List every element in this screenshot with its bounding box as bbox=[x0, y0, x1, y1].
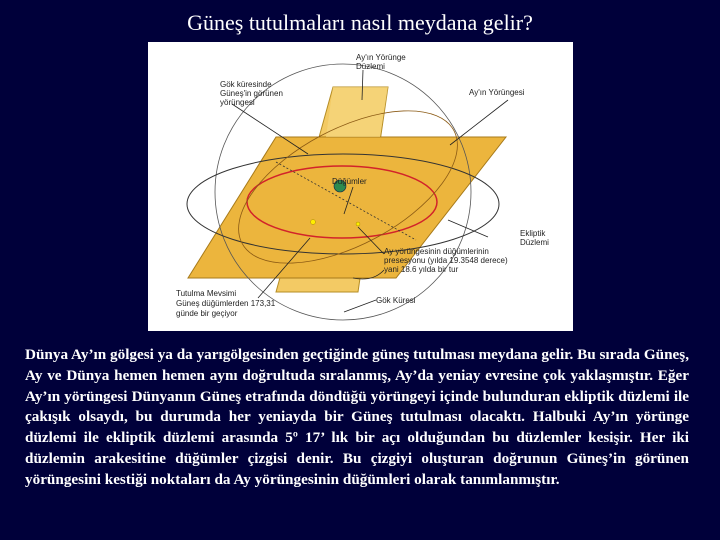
label-nodes: Düğümler bbox=[332, 177, 367, 186]
page-title: Güneş tutulmaları nasıl meydana gelir? bbox=[187, 10, 533, 35]
label-eclipse-season: Tutulma Mevsimi bbox=[176, 289, 237, 298]
label-celestial-sphere: Gök Küresi bbox=[376, 296, 416, 305]
sun-point bbox=[311, 220, 316, 225]
explanation-paragraph: Dünya Ay’ın gölgesi ya da yarıgölgesinden geçtiğinde güneş tutulması meydana gelir. Bu sırada Güneş, Ay ve Dünya hemen hemen aynı doğrultuda sıralanmış, Ay’da yeniay evresine çok yaklaşmıştır. Eğer Ay’ın yörüngesi Dünyanın Güneş etrafında döndüğü yörüngeyi içinde bulunduran ekliptik düzlemi ile çakışık olsaydı, bu durumda her yeniayda bir Güneş tutulması olacaktı. Halbuki Ay’ın yörünge düzlemi ile ekliptik düzlemi arasında 5º 17’ lık bir açı olduğundan bu düzlemler kesişir. Her iki düzlemin arakesitine düğümler çizgisi denir. Bu çizgiyi oluşturan doğrunun Güneş’in görünen yörüngesini kestiği noktaları da Ay yörüngesinin düğümleri olarak tanımlanmıştır. bbox=[25, 346, 689, 488]
label-moon-orbit-plane: Ay'ın Yörünge bbox=[356, 53, 406, 62]
svg-text:Güneş'in görünen: Güneş'in görünen bbox=[220, 89, 283, 98]
eclipse-diagram bbox=[148, 42, 573, 331]
label-ecliptic-plane: Ekliptik bbox=[520, 229, 546, 238]
svg-text:Güneş düğümlerden 173,31: Güneş düğümlerden 173,31 bbox=[176, 299, 276, 308]
svg-text:presesyonu (yılda 19.3548 dere: presesyonu (yılda 19.3548 derece) bbox=[384, 256, 508, 265]
svg-text:Düzlemi: Düzlemi bbox=[356, 62, 385, 71]
svg-text:günde bir geçiyor: günde bir geçiyor bbox=[176, 309, 238, 318]
label-moon-orbit: Ay'ın Yörüngesi bbox=[469, 88, 525, 97]
svg-text:yani 18.6 yılda bir tur: yani 18.6 yılda bir tur bbox=[384, 265, 459, 274]
label-node-precession: Ay yörüngesinin düğümlerinin bbox=[384, 247, 489, 256]
svg-text:Düzlemi: Düzlemi bbox=[520, 238, 549, 247]
label-apparent-sun-orbit: Gök küresinde bbox=[220, 80, 272, 89]
svg-text:yörüngesi: yörüngesi bbox=[220, 98, 255, 107]
